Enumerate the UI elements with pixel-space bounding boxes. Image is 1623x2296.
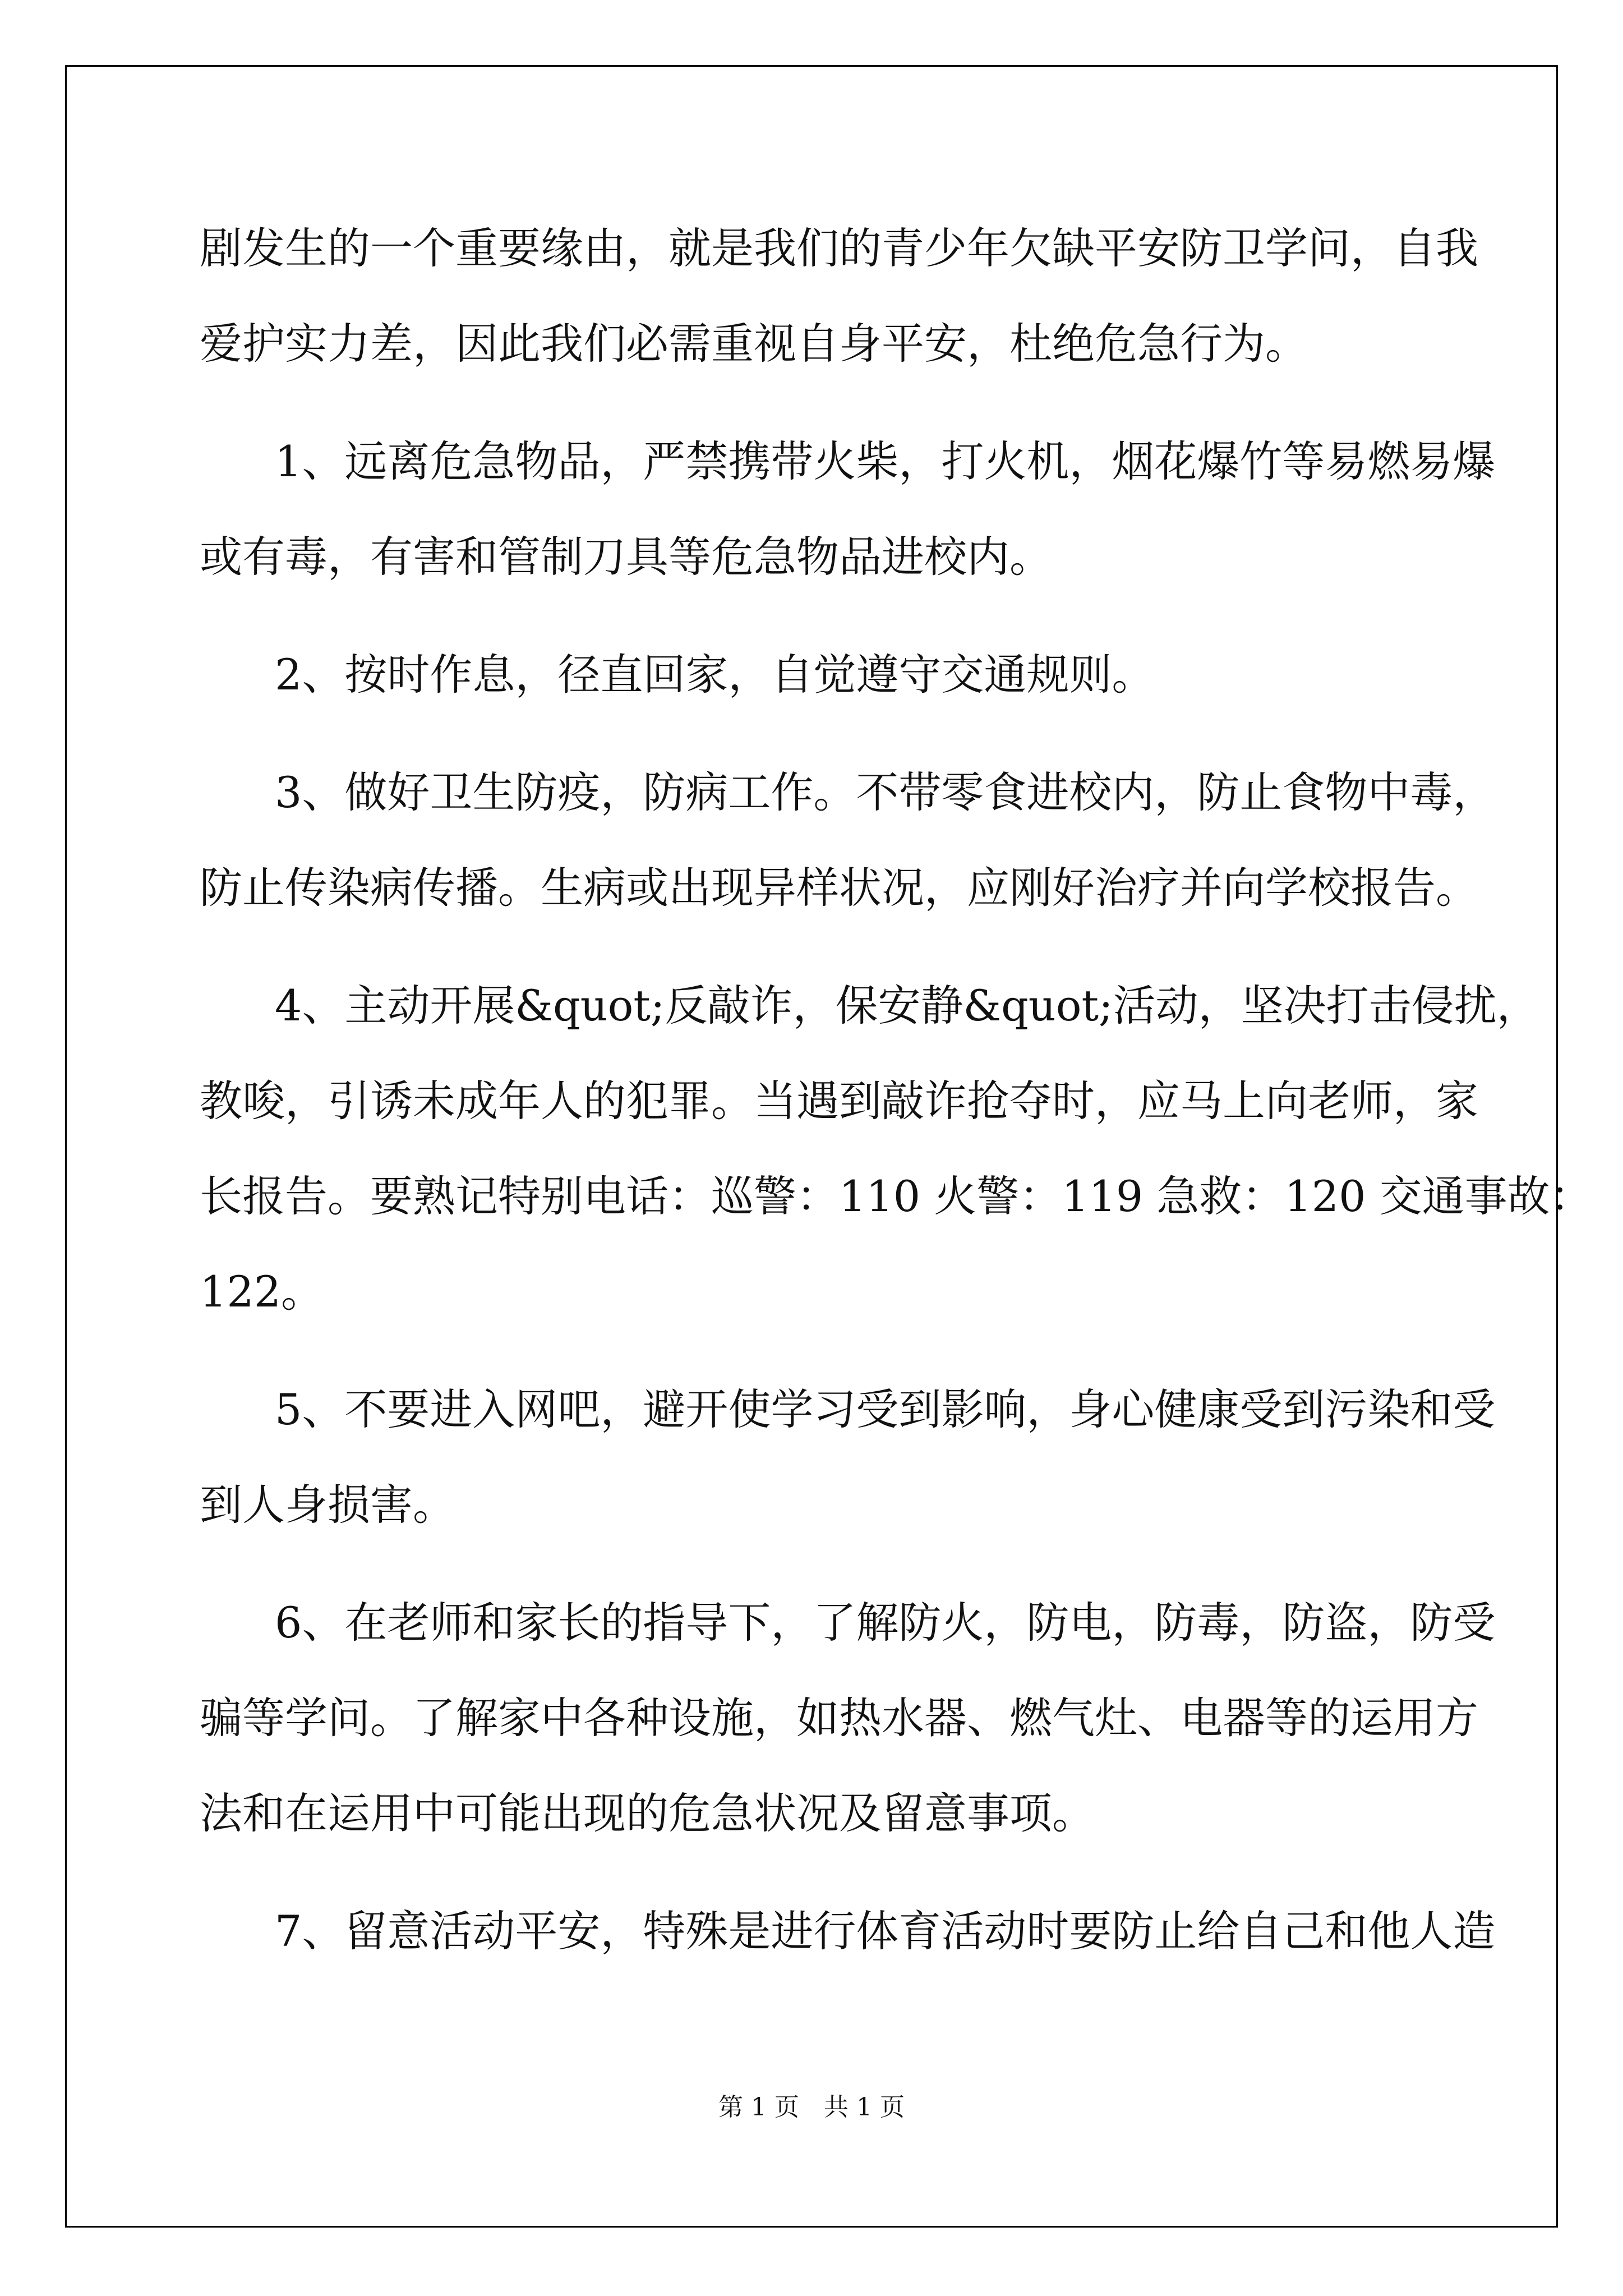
text-line: 骗等学问。了解家中各种设施，如热水器、燃气灶、电器等的运用方 (200, 1693, 1478, 1743)
text-line: 剧发生的一个重要缘由，就是我们的青少年欠缺平安防卫学问，自我 (200, 223, 1478, 273)
page-footer: 第 1 页 共 1 页 (718, 2093, 905, 2122)
text-line: 长报告。要熟记特别电话：巡警：110 火警：119 急救：120 交通事故： (200, 1171, 1593, 1221)
text-line: 2、按时作息，径直回家，自觉遵守交通规则。 (275, 650, 1155, 700)
text-line: 教唆，引诱未成年人的犯罪。当遇到敲诈抢夺时，应马上向老师，家 (200, 1076, 1478, 1126)
text-line: 122。 (200, 1267, 324, 1317)
text-line: 爱护实力差，因此我们必需重视自身平安，杜绝危急行为。 (200, 319, 1308, 369)
text-line: 防止传染病传播。生病或出现异样状况，应刚好治疗并向学校报告。 (200, 863, 1478, 913)
text-line: 法和在运用中可能出现的危急状况及留意事项。 (200, 1788, 1095, 1838)
text-line: 4、主动开展&quot;反敲诈，保安静&quot;活动，坚决打击侵扰， (275, 981, 1539, 1030)
text-line: 或有毒，有害和管制刀具等危急物品进校内。 (200, 532, 1052, 582)
text-line: 3、做好卫生防疫，防病工作。不带零食进校内，防止食物中毒， (275, 767, 1496, 817)
text-line: 1、远离危急物品，严禁携带火柴，打火机，烟花爆竹等易燃易爆 (275, 436, 1496, 486)
text-line: 7、留意活动平安，特殊是进行体育活动时要防止给自己和他人造 (275, 1906, 1496, 1956)
text-line: 5、不要进入网吧，避开使学习受到影响，身心健康受到污染和受 (275, 1384, 1496, 1434)
text-line: 到人身损害。 (200, 1480, 455, 1530)
text-line: 6、在老师和家长的指导下，了解防火，防电，防毒，防盗，防受 (275, 1598, 1496, 1648)
